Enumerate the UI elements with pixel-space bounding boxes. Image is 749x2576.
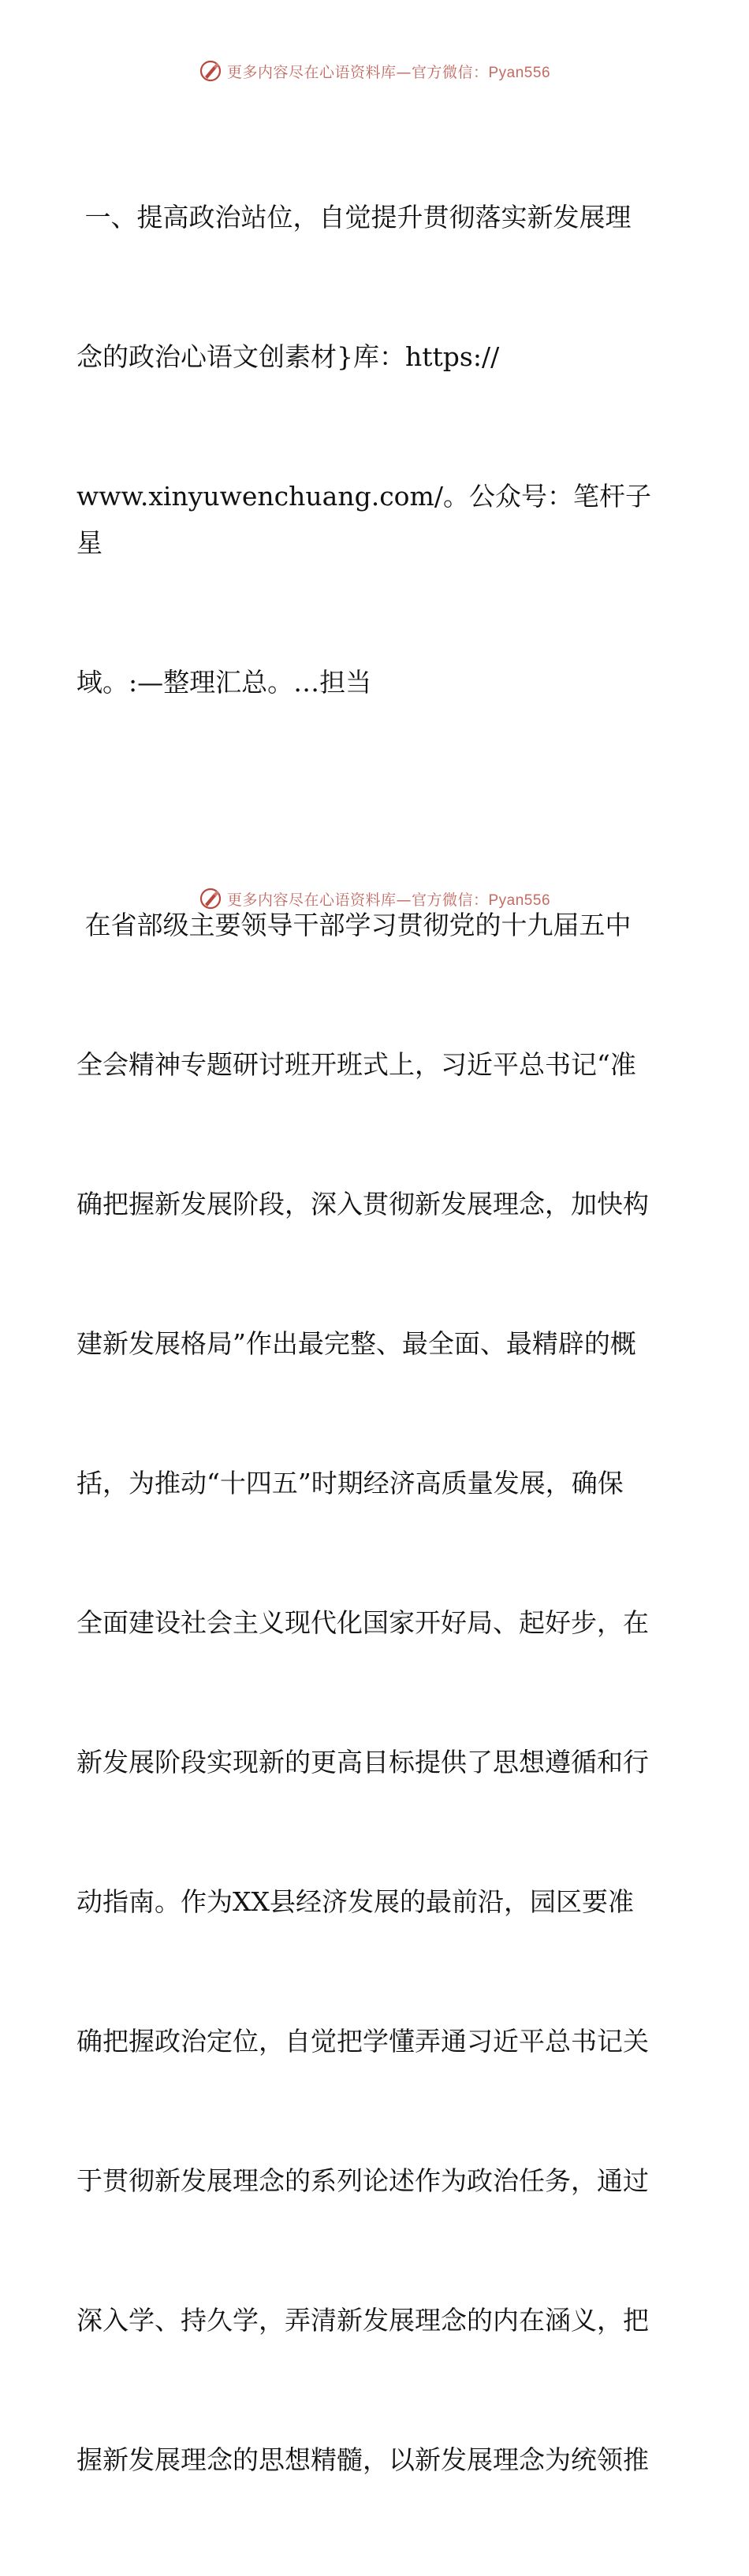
heading-line: www.xinyuwenchuang.com/。公众号：笔杆子星 <box>76 481 651 558</box>
document-body <box>76 101 676 2576</box>
heading-line: 一、提高政治站位，自觉提升贯彻落实新发展理 <box>76 202 632 233</box>
body-line: 深入学、持久学，弄清新发展理念的内在涵义，把 <box>76 2305 649 2336</box>
body-line: 在省部级主要领导干部学习贯彻党的十九届五中 <box>76 910 632 940</box>
footer-banner <box>0 884 749 913</box>
body-line: 全会精神专题研讨班开班式上，习近平总书记“准 <box>76 1049 636 1080</box>
body-line: 于贯彻新发展理念的系列论述作为政治任务，通过 <box>76 2165 649 2196</box>
heading-line: 域。:—整理汇总。…担当 <box>76 667 372 698</box>
header-banner <box>0 57 749 85</box>
body-line: 确把握新发展阶段，深入贯彻新发展理念，加快构 <box>76 1189 649 1219</box>
body-line: 确把握政治定位，自觉把学懂弄通习近平总书记关 <box>76 2026 649 2057</box>
body-line: 全面建设社会主义现代化国家开好局、起好步，在 <box>76 1607 649 1638</box>
footer-banner-text <box>227 888 550 910</box>
body-line: 新发展阶段实现新的更高目标提供了思想遵循和行 <box>76 1747 649 1778</box>
section-heading <box>76 101 676 798</box>
body-line: 括，为推动“十四五”时期经济高质量发展，确保 <box>76 1468 624 1498</box>
pen-nib-logo-icon <box>199 59 222 83</box>
footer-banner-label: 更多内容尽在心语资料库—官方微信： <box>226 891 489 909</box>
body-paragraph <box>76 809 676 2576</box>
pen-nib-logo-icon <box>199 887 222 910</box>
body-line: 动指南。作为XX县经济发展的最前沿，园区要准 <box>76 1886 634 1917</box>
header-banner-text <box>227 61 550 82</box>
body-line: 握新发展理念的思想精髓，以新发展理念为统领推 <box>76 2444 649 2475</box>
header-banner-handle: Pyan556 <box>488 64 551 81</box>
heading-line: 念的政治心语文创素材}库：https:// <box>76 341 500 372</box>
body-line: 建新发展格局”作出最完整、最全面、最精辟的概 <box>76 1328 636 1359</box>
header-banner-label: 更多内容尽在心语资料库—官方微信： <box>226 63 489 81</box>
footer-banner-handle: Pyan556 <box>488 892 551 909</box>
